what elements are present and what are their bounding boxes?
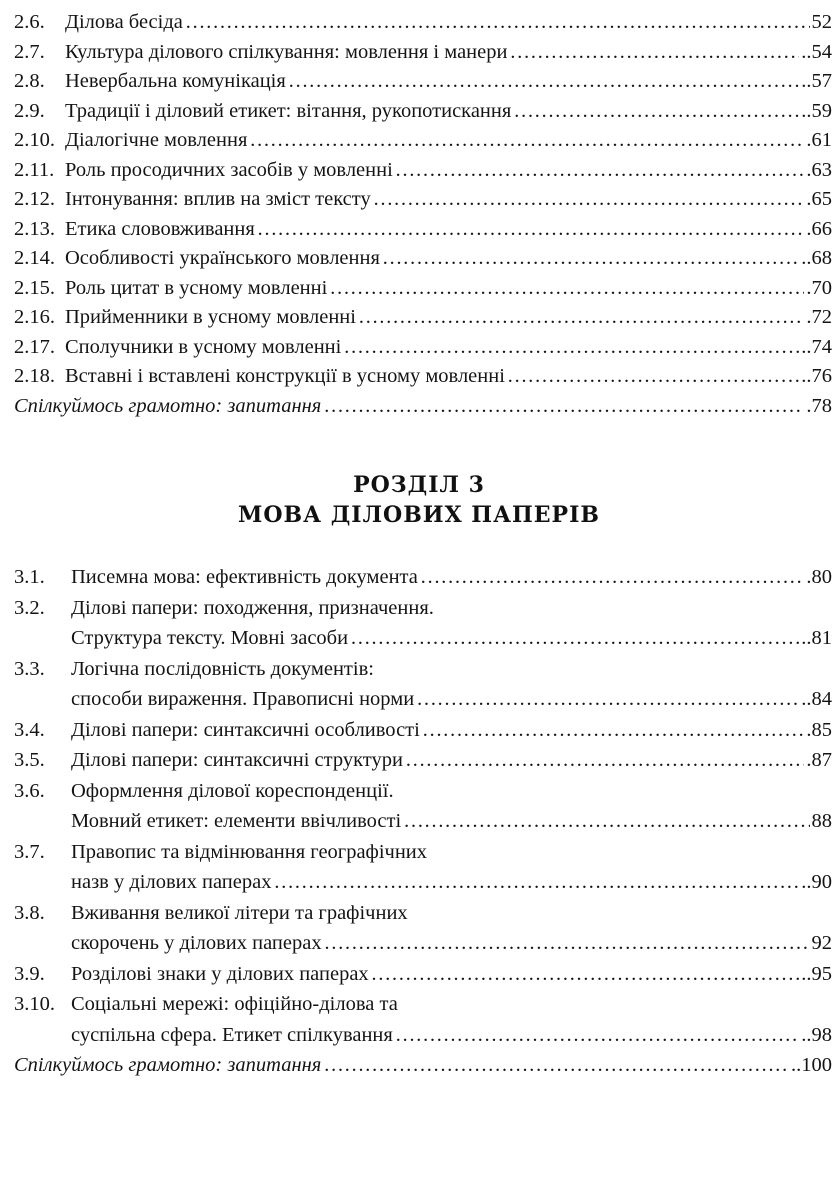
toc-entry [14, 215, 832, 245]
entry-title: Розділові знаки у ділових паперах [71, 962, 369, 985]
toc-entry [14, 185, 832, 215]
dot-leader [257, 215, 805, 245]
toc-entry-first-line [14, 989, 832, 1020]
dot-leader [403, 806, 809, 837]
entry-page: 52 [811, 11, 832, 33]
dot-leader [323, 1050, 789, 1081]
toc-entry [14, 745, 832, 776]
dot-leader [358, 303, 804, 333]
entry-number: 3.9. [14, 962, 45, 985]
toc-entry-first-line [14, 654, 832, 685]
entry-number: 2.18. [14, 365, 55, 387]
entry-title: Прийменники в усному мовленні [65, 306, 356, 328]
entry-title: Культура ділового спілкування: мовлення і манери [65, 40, 508, 63]
entry-page: .72 [806, 306, 832, 328]
entry-title: Ділові папери: походження, призначення. [71, 596, 434, 619]
dot-leader [507, 362, 799, 392]
entry-number: 2.16. [14, 306, 55, 328]
entry-title: Роль просодичних засобів у мовленні [65, 158, 393, 181]
entry-number: 3.2. [14, 596, 45, 619]
dot-leader [249, 126, 804, 156]
toc-entry-continuation [14, 928, 832, 959]
entry-number: 2.10. [14, 129, 55, 151]
dot-leader [373, 185, 805, 215]
entry-title: Етика слововживання [65, 217, 255, 240]
entry-page: .78 [806, 394, 832, 417]
entry-title: Невербальна комунікація [65, 70, 286, 92]
dot-leader [405, 745, 804, 776]
entry-number: 3.1. [14, 566, 45, 588]
dot-leader [350, 623, 799, 654]
dot-leader [509, 38, 799, 68]
entry-title: Спілкуймось грамотно: запитання [14, 1054, 322, 1076]
entry-page: ..90 [801, 871, 832, 893]
toc-entry [14, 333, 832, 363]
toc-entry [14, 959, 832, 990]
entry-title: Роль цитат в усному мовленні [65, 276, 328, 299]
toc-entry-continuation [14, 806, 832, 837]
entry-title: Соціальні мережі: офіційно-ділова та [71, 993, 398, 1015]
entry-page: .87 [806, 749, 832, 771]
toc-entry-continuation [14, 1020, 832, 1051]
section-heading [0, 470, 838, 530]
entry-number: 2.8. [14, 70, 45, 92]
dot-leader [416, 684, 799, 715]
dot-leader [382, 244, 799, 274]
entry-page: ..74 [801, 335, 832, 358]
entry-title: Діалогічне мовлення [65, 129, 248, 151]
toc-entry [14, 244, 832, 274]
entry-title-continued: способи вираження. Правописні норми [71, 688, 415, 710]
entry-title: Ділові папери: синтаксичні особливості [71, 718, 420, 741]
dot-leader [329, 274, 804, 304]
entry-title: Особливості українського мовлення [65, 247, 380, 269]
toc-entry [14, 126, 832, 156]
entry-title: Спілкуймось грамотно: запитання [14, 394, 322, 417]
entry-number: 3.5. [14, 749, 45, 771]
toc-entry-first-line [14, 776, 832, 807]
entry-number: 2.6. [14, 11, 45, 33]
toc-entry-continuation [14, 623, 832, 654]
entry-number: 2.11. [14, 158, 55, 181]
entry-title: Оформлення ділової кореспонденції. [71, 779, 394, 802]
section-number: РОЗДІЛ 3 [353, 472, 485, 498]
entry-page: ..54 [801, 40, 832, 63]
entry-number: 3.7. [14, 840, 45, 863]
entry-number: 3.3. [14, 657, 45, 680]
entry-page: ..76 [801, 365, 832, 387]
dot-leader [288, 67, 799, 97]
toc-entry-continuation [14, 684, 832, 715]
entry-page: .80 [806, 566, 832, 588]
entry-title: Ділова бесіда [65, 11, 183, 33]
toc-entry [14, 562, 832, 593]
toc-entry-first-line [14, 593, 832, 624]
entry-page: .85 [806, 718, 832, 741]
entry-page: ..95 [801, 962, 832, 985]
toc-entry-first-line [14, 898, 832, 929]
entry-page: ..57 [801, 70, 832, 92]
entry-title-continued: скорочень у ділових паперах [71, 932, 322, 954]
entry-title-continued: назв у ділових паперах [71, 871, 272, 893]
toc-section-2-continued [14, 8, 832, 421]
dot-leader [185, 8, 810, 38]
dot-leader [371, 959, 800, 990]
entry-number: 2.14. [14, 247, 55, 269]
toc-entry-continuation [14, 867, 832, 898]
entry-page: .70 [806, 276, 832, 299]
entry-title: Інтонування: вплив на зміст тексту [65, 188, 371, 210]
entry-title-continued: Структура тексту. Мовні засоби [71, 627, 349, 649]
toc-entry [14, 362, 832, 392]
entry-title-continued: Мовний етикет: елементи ввічливості [71, 810, 402, 832]
entry-number: 2.15. [14, 276, 55, 299]
toc-entry-questions [14, 1050, 832, 1081]
toc-entry-first-line [14, 837, 832, 868]
toc-entry [14, 8, 832, 38]
entry-page: ..98 [801, 1023, 832, 1046]
entry-page: ..84 [801, 688, 832, 710]
entry-page: .63 [806, 158, 832, 181]
entry-page: ..81 [801, 627, 832, 649]
entry-number: 3.8. [14, 901, 45, 924]
toc-entry [14, 97, 832, 127]
toc-entry [14, 38, 832, 68]
toc-entry [14, 156, 832, 186]
toc-entry [14, 67, 832, 97]
entry-number: 2.13. [14, 217, 55, 240]
entry-number: 2.12. [14, 188, 55, 210]
dot-leader [343, 333, 799, 363]
entry-page: 92 [811, 932, 832, 954]
entry-title: Сполучники в усному мовленні [65, 335, 342, 358]
entry-number: 2.17. [14, 335, 55, 358]
entry-title: Традиції і діловий етикет: вітання, рукопотискання [65, 99, 512, 122]
entry-number: 3.6. [14, 779, 45, 802]
entry-page: 88 [811, 810, 832, 832]
dot-leader [395, 156, 805, 186]
entry-page: .65 [806, 188, 832, 210]
dot-leader [422, 715, 805, 746]
entry-page: .66 [806, 217, 832, 240]
entry-page: ..68 [801, 247, 832, 269]
dot-leader [323, 392, 804, 422]
entry-title: Вживання великої літери та графічних [71, 901, 408, 924]
entry-title: Логічна послідовність документів: [71, 657, 374, 680]
entry-title: Писемна мова: ефективність документа [71, 566, 418, 588]
entry-title: Правопис та відмінювання географічних [71, 840, 428, 863]
toc-entry [14, 303, 832, 333]
entry-number: 2.9. [14, 99, 45, 122]
entry-number: 2.7. [14, 40, 45, 63]
toc-entry-questions [14, 392, 832, 422]
entry-page: .61 [806, 129, 832, 151]
dot-leader [273, 867, 799, 898]
entry-title: Ділові папери: синтаксичні структури [71, 749, 403, 771]
section-title: МОВА ДІЛОВИХ ПАПЕРІВ [238, 502, 600, 528]
entry-title-continued: суспільна сфера. Етикет спілкування [71, 1023, 393, 1046]
entry-number: 3.10. [14, 993, 55, 1015]
entry-title: Вставні і вставлені конструкції в усному мовленні [65, 365, 505, 387]
dot-leader [513, 97, 799, 127]
entry-page: ..100 [791, 1054, 832, 1076]
toc-section-3 [14, 562, 832, 1081]
dot-leader [324, 928, 810, 959]
dot-leader [395, 1020, 799, 1051]
toc-entry [14, 274, 832, 304]
entry-page: ..59 [801, 99, 832, 122]
toc-entry [14, 715, 832, 746]
dot-leader [420, 562, 805, 593]
entry-number: 3.4. [14, 718, 45, 741]
